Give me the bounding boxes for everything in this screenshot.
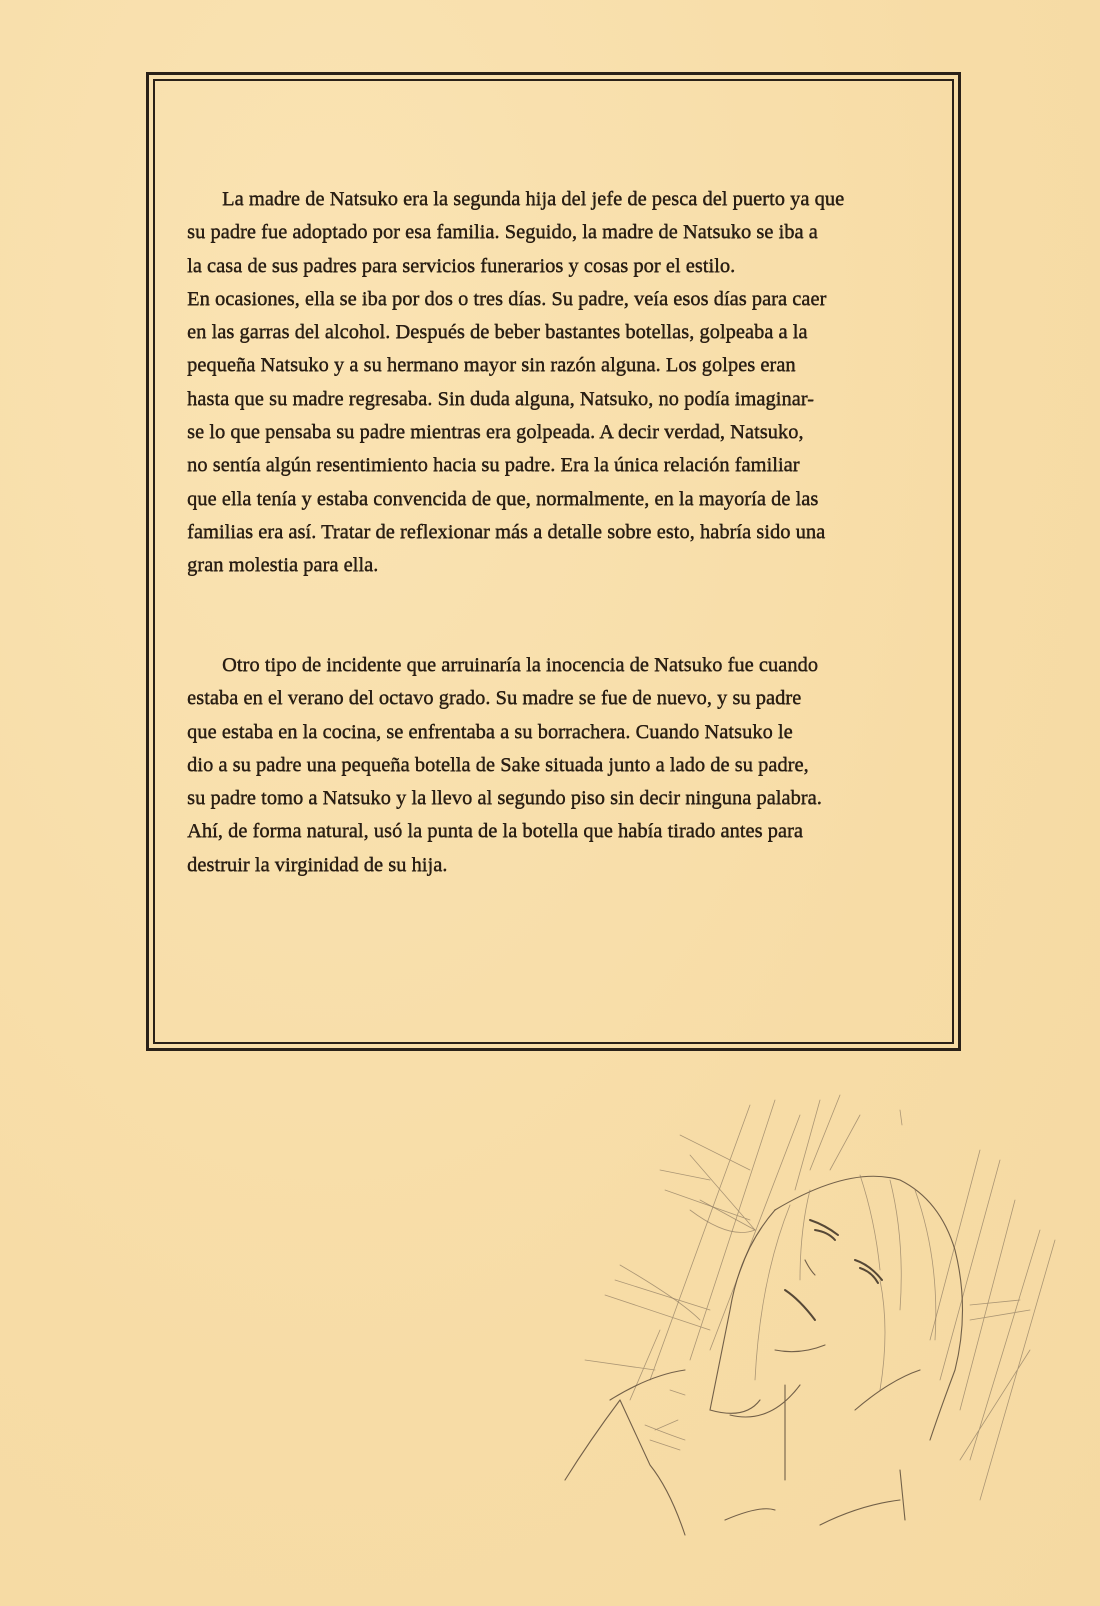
text-line: gran molestia para ella. (187, 554, 379, 577)
sketch-stroke (645, 1390, 685, 1450)
sketch-nose (805, 1260, 815, 1275)
sketch-chin (775, 1345, 825, 1352)
paragraph-1 (187, 183, 844, 583)
text-line: pequeña Natsuko y a su hermano mayor sin razón alguna. Los golpes eran (187, 354, 796, 377)
sketch-stroke (730, 1385, 800, 1480)
sketch-stroke (725, 1370, 920, 1525)
sketch-stroke (900, 1110, 1055, 1500)
text-line: destruir la virginidad de su hija. (187, 853, 448, 876)
text-line: familias era así. Tratar de reflexionar más a detalle sobre esto, habría sido una (187, 520, 826, 543)
text-line: En ocasiones, ella se iba por dos o tres días. Su padre, veía esos días para caer (187, 287, 827, 310)
text-line: que ella tenía y estaba convencida de que, normalmente, en la mayoría de las (187, 487, 819, 510)
text-line: su padre tomo a Natsuko y la llevo al segundo piso sin decir ninguna palabra. (187, 787, 822, 810)
text-line: estaba en el verano del octavo grado. Su madre se fue de nuevo, y su padre (187, 687, 802, 710)
text-line: que estaba en la cocina, se enfrentaba a su borrachera. Cuando Natsuko le (187, 720, 793, 743)
sketch-eye-left (810, 1220, 838, 1240)
text-line: dio a su padre una pequeña botella de Sake situada junto a lado de su padre, (187, 753, 809, 776)
text-line: hasta que su madre regresaba. Sin duda alguna, Natsuko, no podía imaginar- (187, 387, 814, 410)
sketch-stroke (710, 1210, 775, 1413)
text-line: no sentía algún resentimiento hacia su padre. Era la única relación familiar (187, 454, 800, 477)
sketch-stroke (585, 1095, 860, 1400)
text-line: la casa de sus padres para servicios funerarios y cosas por el estilo. (187, 254, 736, 277)
text-line: Otro tipo de incidente que arruinaría la inocencia de Natsuko fue cuando (222, 654, 818, 676)
sketch-mouth (785, 1290, 815, 1320)
sketch-stroke (565, 1370, 685, 1535)
text-line: se lo que pensaba su padre mientras era golpeada. A decir verdad, Natsuko, (187, 421, 804, 444)
text-line: su padre fue adoptado por esa familia. Seguido, la madre de Natsuko se iba a (187, 221, 818, 244)
text-line: en las garras del alcohol. Después de beber bastantes botellas, golpeaba a la (187, 321, 808, 344)
sketch-stroke (755, 1175, 936, 1390)
paragraph-2 (187, 649, 822, 882)
text-line: Ahí, de forma natural, usó la punta de la botella que había tirado antes para (187, 820, 803, 843)
sketch-eye-right (855, 1260, 882, 1283)
pencil-sketch-girl-illustration (560, 1080, 1080, 1540)
sketch-stroke (775, 1176, 963, 1440)
text-line: La madre de Natsuko era la segunda hija del jefe de pesca del puerto ya que (222, 188, 845, 210)
sketch-stroke (620, 1170, 755, 1320)
